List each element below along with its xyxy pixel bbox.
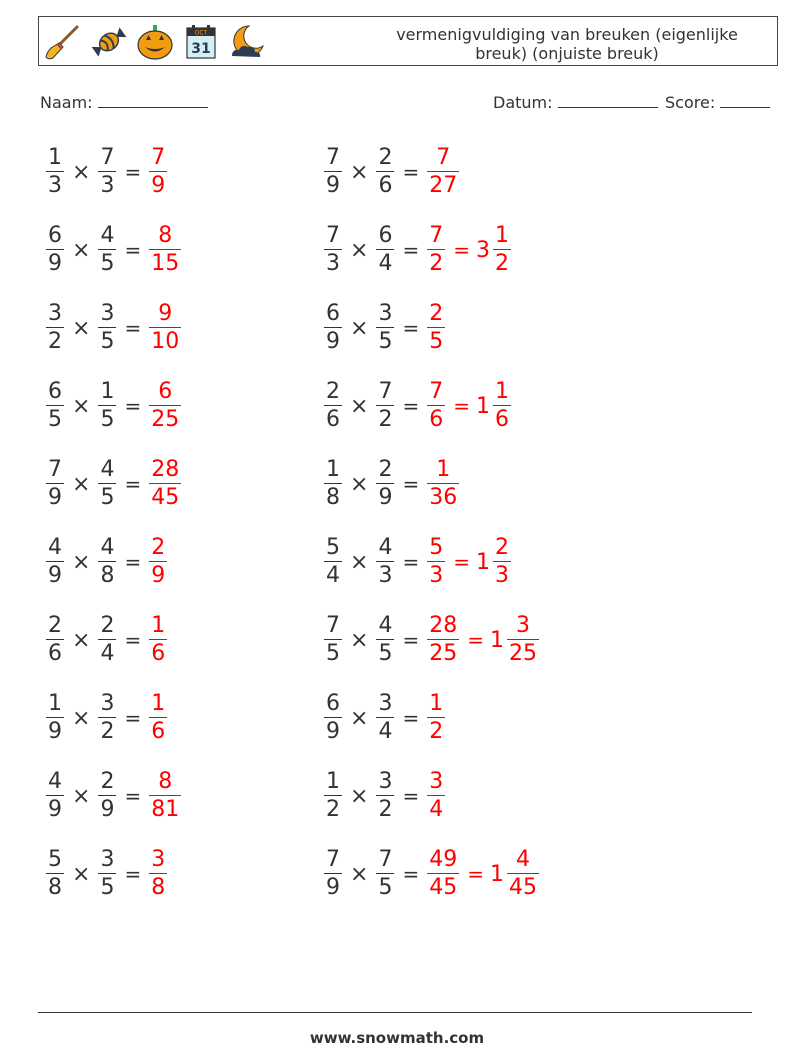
second-fraction-numerator: 4 [378,535,393,560]
times-sign: × [72,549,91,575]
second-fraction-denominator: 4 [378,719,393,744]
answer [425,615,541,665]
answer [425,459,461,509]
second-fraction-denominator: 5 [100,407,115,432]
times-sign: × [350,393,369,419]
second-fraction-numerator: 4 [378,613,393,638]
second-fraction-numerator: 2 [378,457,393,482]
second-fraction [98,381,116,431]
first-fraction [46,849,64,899]
answer [425,693,447,743]
mixed-fraction [493,537,511,587]
second-fraction [376,225,394,275]
first-fraction [324,147,342,197]
answer [425,771,447,821]
first-fraction-numerator: 4 [48,769,62,794]
answer [425,381,513,431]
answer-fraction-numerator: 7 [151,145,166,170]
second-fraction [376,147,394,197]
second-fraction [376,615,394,665]
second-fraction [98,615,116,665]
mixed-numerator: 1 [494,223,509,248]
first-fraction-numerator: 7 [48,457,62,482]
first-fraction-numerator: 2 [48,613,62,638]
mixed-whole: 1 [489,627,504,653]
answer-fraction-numerator: 6 [158,379,173,404]
second-fraction [376,303,394,353]
worksheet-title: vermenigvuldiging van breuken (eigenlijke breuk) (onjuiste breuk) [396,25,738,63]
calendar-month: OCT [194,29,208,37]
answer-fraction [149,381,181,431]
second-fraction [98,147,116,197]
answer [147,693,169,743]
answer-fraction-numerator: 1 [151,613,166,638]
first-fraction-numerator: 2 [326,379,340,404]
mixed-fraction [493,225,511,275]
answer-fraction-numerator: 9 [158,301,173,326]
second-fraction-numerator: 2 [100,613,115,638]
answer-fraction-numerator: 1 [436,457,451,482]
first-fraction [46,615,64,665]
first-fraction [324,381,342,431]
mixed-whole: 1 [475,549,490,575]
first-fraction-denominator: 9 [326,173,340,198]
mixed-denominator: 6 [494,407,509,432]
equals-sign: = [402,160,420,184]
second-fraction-denominator: 3 [100,173,115,198]
answer-fraction-numerator: 7 [429,379,444,404]
answer-fraction-numerator: 5 [429,535,444,560]
problem-item [44,374,183,438]
second-fraction-numerator: 7 [378,379,393,404]
equals-sign: = [453,238,470,262]
problem-item [44,140,169,204]
second-fraction [98,849,116,899]
second-fraction [376,693,394,743]
answer [147,459,183,509]
calendar-day: 31 [191,41,211,57]
times-sign: × [72,237,91,263]
second-fraction-numerator: 3 [100,301,115,326]
first-fraction-numerator: 5 [326,535,340,560]
answer-fraction-numerator: 49 [429,847,458,872]
mixed-denominator: 45 [508,875,537,900]
second-fraction-numerator: 3 [100,847,115,872]
second-fraction [376,381,394,431]
first-fraction [46,537,64,587]
answer-fraction-numerator: 2 [429,301,444,326]
equals-sign: = [453,550,470,574]
first-fraction [46,303,64,353]
equals-sign: = [124,160,142,184]
first-fraction-denominator: 9 [48,797,62,822]
first-fraction-numerator: 5 [48,847,62,872]
answer-fraction-numerator: 2 [151,535,166,560]
answer-fraction [427,849,459,899]
mixed-fraction [507,849,539,899]
first-fraction [324,615,342,665]
equals-sign: = [124,862,142,886]
first-fraction [46,147,64,197]
first-fraction-denominator: 3 [326,251,340,276]
first-fraction-denominator: 9 [326,875,340,900]
second-fraction-denominator: 5 [100,875,115,900]
times-sign: × [72,783,91,809]
first-fraction [324,771,342,821]
first-fraction-denominator: 5 [48,407,62,432]
mixed-denominator: 25 [508,641,537,666]
equals-sign: = [124,316,142,340]
problem-item [44,764,183,828]
first-fraction-denominator: 9 [326,329,340,354]
first-fraction-denominator: 9 [48,251,62,276]
answer [147,303,183,353]
first-fraction [46,693,64,743]
answer [425,537,513,587]
equals-sign: = [402,550,420,574]
mixed-fraction [507,615,539,665]
times-sign: × [72,159,91,185]
answer-fraction [427,693,445,743]
second-fraction [376,849,394,899]
first-fraction-denominator: 5 [326,641,340,666]
second-fraction-denominator: 2 [378,407,393,432]
answer [147,225,183,275]
answer-fraction-numerator: 7 [429,223,444,248]
answer-fraction-denominator: 15 [151,251,180,276]
answer-fraction-denominator: 6 [151,719,166,744]
times-sign: × [350,159,369,185]
answer-fraction-numerator: 28 [151,457,180,482]
equals-sign: = [402,628,420,652]
second-fraction-denominator: 5 [378,641,393,666]
first-fraction-numerator: 1 [48,145,62,170]
equals-sign: = [402,706,420,730]
answer-fraction-numerator: 28 [429,613,458,638]
second-fraction-denominator: 5 [100,329,115,354]
first-fraction-numerator: 1 [326,457,340,482]
answer-fraction-denominator: 2 [429,251,444,276]
first-fraction-numerator: 3 [48,301,62,326]
second-fraction-denominator: 9 [378,485,393,510]
second-fraction [376,537,394,587]
times-sign: × [72,705,91,731]
answer-fraction [427,303,445,353]
mixed-whole: 3 [475,237,490,263]
answer [147,147,169,197]
answer-fraction-denominator: 6 [151,641,166,666]
answer [425,303,447,353]
second-fraction-numerator: 3 [378,691,393,716]
second-fraction [376,459,394,509]
equals-sign: = [124,238,142,262]
first-fraction-denominator: 8 [326,485,340,510]
times-sign: × [350,549,369,575]
second-fraction-numerator: 7 [378,847,393,872]
second-fraction-denominator: 5 [378,875,393,900]
second-fraction-numerator: 3 [100,691,115,716]
answer-fraction-denominator: 8 [151,875,166,900]
mixed-numerator: 2 [494,535,509,560]
second-fraction [98,771,116,821]
answer-fraction-denominator: 10 [151,329,180,354]
answer-fraction [149,225,181,275]
first-fraction-numerator: 1 [48,691,62,716]
answer-fraction [149,459,181,509]
second-fraction-numerator: 2 [378,145,393,170]
times-sign: × [350,471,369,497]
second-fraction-denominator: 2 [378,797,393,822]
answer-fraction [149,771,181,821]
first-fraction [324,303,342,353]
answer-fraction-denominator: 2 [429,719,444,744]
equals-sign: = [124,394,142,418]
equals-sign: = [467,628,484,652]
equals-sign: = [124,550,142,574]
answer-fraction-denominator: 45 [429,875,458,900]
answer [147,537,169,587]
problem-item [322,530,513,594]
second-fraction [98,459,116,509]
problem-item [44,452,183,516]
answer-fraction-denominator: 25 [151,407,180,432]
first-fraction-numerator: 7 [326,223,340,248]
answer-fraction [427,225,445,275]
score-label: Score: [665,93,716,112]
second-fraction-numerator: 2 [100,769,115,794]
problem-item [44,218,183,282]
second-fraction [98,303,116,353]
first-fraction-denominator: 9 [48,485,62,510]
second-fraction-numerator: 7 [100,145,115,170]
equals-sign: = [124,706,142,730]
answer-fraction [427,537,445,587]
problem-item [44,608,169,672]
answer-fraction-denominator: 27 [429,173,458,198]
times-sign: × [350,315,369,341]
problem-item [44,842,169,906]
answer-fraction [427,615,459,665]
second-fraction-denominator: 5 [378,329,393,354]
answer-fraction [149,849,167,899]
answer-fraction [427,147,459,197]
equals-sign: = [467,862,484,886]
first-fraction [46,771,64,821]
first-fraction [324,693,342,743]
times-sign: × [72,315,91,341]
first-fraction [324,459,342,509]
second-fraction-numerator: 3 [378,301,393,326]
answer-fraction-numerator: 3 [151,847,166,872]
answer-fraction-numerator: 8 [158,769,173,794]
date-label: Datum: [493,93,553,112]
equals-sign: = [124,628,142,652]
times-sign: × [72,393,91,419]
second-fraction-denominator: 5 [100,485,115,510]
answer-fraction-denominator: 4 [429,797,444,822]
equals-sign: = [402,238,420,262]
answer-fraction [149,615,167,665]
answer [425,225,513,275]
first-fraction-numerator: 7 [326,613,340,638]
first-fraction-numerator: 7 [326,145,340,170]
first-fraction-numerator: 6 [326,691,340,716]
first-fraction-denominator: 6 [326,407,340,432]
first-fraction-numerator: 4 [48,535,62,560]
equals-sign: = [402,316,420,340]
second-fraction-denominator: 2 [100,719,115,744]
second-fraction-denominator: 6 [378,173,393,198]
first-fraction-denominator: 2 [48,329,62,354]
first-fraction-numerator: 6 [48,223,62,248]
second-fraction-denominator: 3 [378,563,393,588]
times-sign: × [72,471,91,497]
second-fraction [98,225,116,275]
first-fraction [324,849,342,899]
footer-url: www.snowmath.com [309,1029,485,1047]
first-fraction [46,381,64,431]
problem-item [322,374,513,438]
answer [147,849,169,899]
answer-fraction-denominator: 36 [429,485,458,510]
equals-sign: = [402,394,420,418]
second-fraction-numerator: 1 [100,379,115,404]
mixed-denominator: 3 [494,563,509,588]
first-fraction-denominator: 9 [48,563,62,588]
answer-fraction-numerator: 3 [429,769,444,794]
problem-item [44,686,169,750]
second-fraction [98,693,116,743]
problem-item [322,218,513,282]
answer-fraction-denominator: 3 [429,563,444,588]
answer-fraction-numerator: 1 [429,691,444,716]
first-fraction [46,225,64,275]
equals-sign: = [402,862,420,886]
problem-item [322,140,461,204]
first-fraction-denominator: 2 [326,797,340,822]
first-fraction-denominator: 6 [48,641,62,666]
problem-item [322,608,541,672]
mixed-numerator: 1 [494,379,509,404]
second-fraction-denominator: 4 [100,641,115,666]
second-fraction-numerator: 6 [378,223,393,248]
first-fraction-denominator: 3 [48,173,62,198]
footer-divider [38,1012,752,1013]
answer-fraction-numerator: 7 [436,145,451,170]
answer [425,147,461,197]
first-fraction-numerator: 7 [326,847,340,872]
first-fraction-denominator: 4 [326,563,340,588]
mixed-numerator: 4 [515,847,530,872]
answer-fraction-denominator: 25 [429,641,458,666]
answer-fraction [149,147,167,197]
second-fraction-denominator: 8 [100,563,115,588]
times-sign: × [72,627,91,653]
answer-fraction-denominator: 6 [429,407,444,432]
problem-item [322,452,461,516]
first-fraction [324,537,342,587]
answer-fraction-numerator: 8 [158,223,173,248]
times-sign: × [72,861,91,887]
mixed-numerator: 3 [515,613,530,638]
problem-item [322,686,447,750]
answer-fraction [427,459,459,509]
equals-sign: = [124,784,142,808]
answer [425,849,541,899]
answer-fraction-denominator: 5 [429,329,444,354]
first-fraction-denominator: 8 [48,875,62,900]
times-sign: × [350,627,369,653]
second-fraction-denominator: 5 [100,251,115,276]
times-sign: × [350,861,369,887]
answer-fraction-denominator: 81 [151,797,180,822]
first-fraction-denominator: 9 [326,719,340,744]
answer-fraction-denominator: 45 [151,485,180,510]
mixed-whole: 1 [489,861,504,887]
times-sign: × [350,783,369,809]
second-fraction-numerator: 3 [378,769,393,794]
answer-fraction [427,381,445,431]
answer-fraction-denominator: 9 [151,563,166,588]
first-fraction [46,459,64,509]
problem-item [44,530,169,594]
times-sign: × [350,705,369,731]
problem-item [44,296,183,360]
first-fraction-numerator: 1 [326,769,340,794]
equals-sign: = [402,472,420,496]
answer-fraction [149,693,167,743]
problem-item [322,296,447,360]
equals-sign: = [124,472,142,496]
second-fraction-numerator: 4 [100,223,115,248]
answer-fraction [427,771,445,821]
problem-item [322,842,541,906]
mixed-denominator: 2 [494,251,509,276]
answer [147,615,169,665]
first-fraction [324,225,342,275]
answer-fraction [149,537,167,587]
equals-sign: = [402,784,420,808]
answer-fraction-numerator: 1 [151,691,166,716]
second-fraction-denominator: 9 [100,797,115,822]
times-sign: × [350,237,369,263]
second-fraction-numerator: 4 [100,457,115,482]
first-fraction-numerator: 6 [326,301,340,326]
second-fraction [376,771,394,821]
answer [147,771,183,821]
second-fraction [98,537,116,587]
equals-sign: = [453,394,470,418]
answer [147,381,183,431]
first-fraction-numerator: 6 [48,379,62,404]
name-label: Naam: [40,93,93,112]
second-fraction-numerator: 4 [100,535,115,560]
answer-fraction-denominator: 9 [151,173,166,198]
second-fraction-denominator: 4 [378,251,393,276]
answer-fraction [149,303,181,353]
mixed-whole: 1 [475,393,490,419]
mixed-fraction [493,381,511,431]
first-fraction-denominator: 9 [48,719,62,744]
problem-item [322,764,447,828]
